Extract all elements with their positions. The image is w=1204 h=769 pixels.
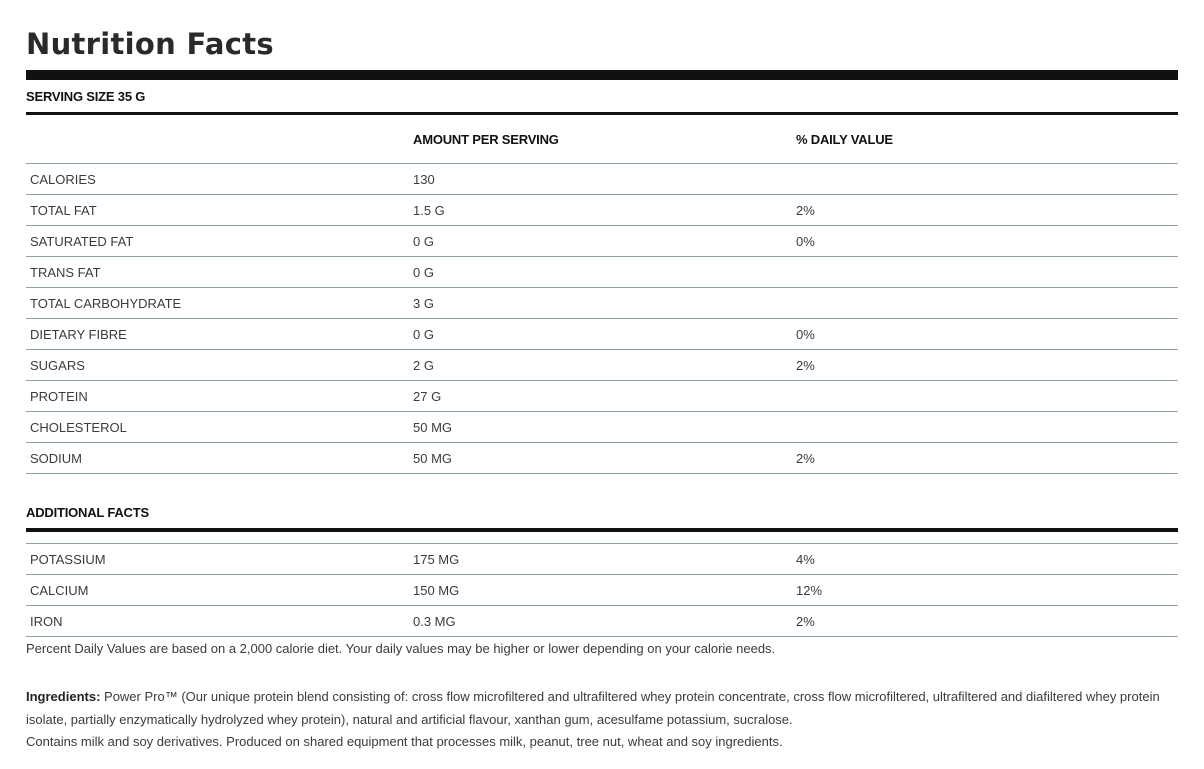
nutrient-amount: 50 MG [413,419,453,435]
nutrient-name: POTASSIUM [30,551,106,567]
nutrient-dv: 12% [796,582,823,598]
table-row [26,164,1178,195]
nutrient-amount: 3 G [413,295,434,311]
table-row [26,226,1178,257]
section-gap [26,474,1178,496]
nutrient-name: TRANS FAT [30,264,101,280]
nutrition-facts-panel [26,0,1178,754]
ingredients-list: Power Pro™ (Our unique protein blend consisting of: cross flow microfiltered and ultrafiltered whey protein concentrate, cross flow microfiltered, ultrafiltered and diafiltered whey protein isolate, partially enzymatically hydrolyzed whey protein), natural and artificial flavour, xanthan gum, acesulfame potassium, sucralose. [26,689,1160,727]
nutrient-name: SATURATED FAT [30,233,134,249]
nutrient-amount: 150 MG [413,582,460,598]
nutrient-name: SUGARS [30,357,85,373]
nutrient-amount: 0 G [413,233,434,249]
nutrient-amount: 27 G [413,388,442,404]
nutrient-dv: 0% [796,233,815,249]
nutrient-amount: 175 MG [413,551,460,567]
table-row [26,381,1178,412]
ingredients-label: Ingredients: [26,689,101,704]
table-header [26,115,1178,164]
nutrient-name: DIETARY FIBRE [30,326,127,342]
nutrient-amount: 0 G [413,326,434,342]
nutrient-name: SODIUM [30,450,82,466]
nutrient-name: TOTAL CARBOHYDRATE [30,295,182,311]
nutrient-amount: 0.3 MG [413,613,456,629]
nutrient-amount: 50 MG [413,450,453,466]
daily-value-footnote: Percent Daily Values are based on a 2,000 calorie diet. Your daily values may be higher or lower depending on your calorie needs. [26,641,776,656]
additional-table [26,544,1178,637]
ingredients-text [26,686,1178,731]
nutrient-dv: 2% [796,450,815,466]
nutrient-dv: 2% [796,613,815,629]
table-row [26,544,1178,575]
nutrients-table [26,164,1178,474]
table-row [26,195,1178,226]
nutrient-dv: 4% [796,551,815,567]
table-row [26,412,1178,443]
nutrient-dv: 0% [796,326,815,342]
ingredients-section [26,686,1178,754]
table-row [26,606,1178,637]
nutrient-name: IRON [30,613,63,629]
table-row [26,319,1178,350]
page-title: Nutrition Facts [26,27,274,61]
table-row [26,443,1178,474]
thick-divider [26,70,1178,80]
table-row [26,288,1178,319]
serving-size: SERVING SIZE 35 G [26,89,146,104]
table-row [26,350,1178,381]
additional-facts-title: ADDITIONAL FACTS [26,505,149,520]
nutrient-name: TOTAL FAT [30,202,97,218]
nutrient-amount: 0 G [413,264,434,280]
table-row [26,575,1178,606]
nutrient-amount: 130 [413,171,435,187]
nutrient-dv: 2% [796,357,815,373]
nutrient-name: CALCIUM [30,582,89,598]
table-row [26,257,1178,288]
nutrient-amount: 2 G [413,357,434,373]
nutrient-name: CHOLESTEROL [30,419,127,435]
additional-spacer [26,532,1178,544]
nutrient-name: CALORIES [30,171,96,187]
nutrient-dv: 2% [796,202,815,218]
allergen-statement: Contains milk and soy derivatives. Produced on shared equipment that processes milk, peanut, tree nut, wheat and soy ingredients. [26,734,783,749]
nutrient-amount: 1.5 G [413,202,445,218]
header-daily-value: % DAILY VALUE [796,132,893,147]
nutrient-name: PROTEIN [30,388,88,404]
header-amount: AMOUNT PER SERVING [413,132,559,147]
